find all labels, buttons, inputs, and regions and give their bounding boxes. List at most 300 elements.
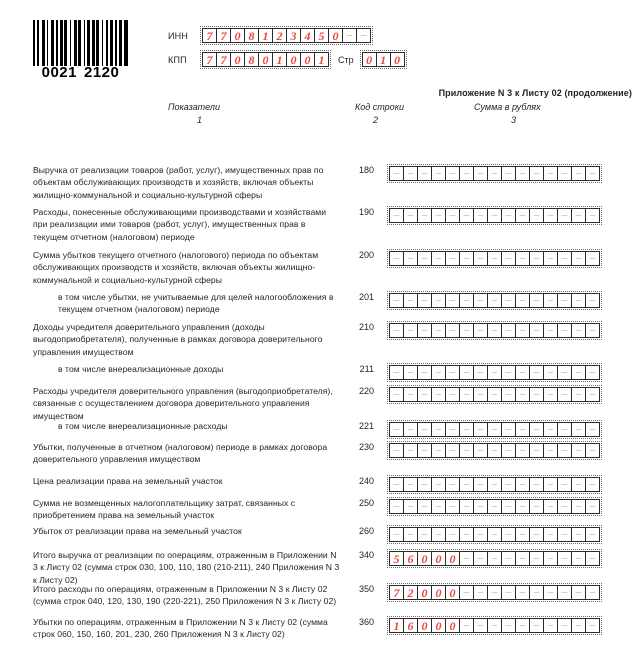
value-cell[interactable]: 0	[431, 551, 446, 566]
value-cell[interactable]: –	[431, 323, 446, 338]
row-indicator-text: в том числе внереализационные расходы	[58, 421, 228, 431]
value-cell[interactable]: –	[473, 208, 488, 223]
value-cell[interactable]: –	[403, 293, 418, 308]
value-cell[interactable]: –	[389, 166, 404, 181]
value-cell[interactable]: –	[501, 422, 516, 437]
value-cell[interactable]: –	[403, 251, 418, 266]
value-cell[interactable]: –	[389, 527, 404, 542]
value-cell[interactable]: –	[445, 323, 460, 338]
row-indicator-text: Итого расходы по операциям, отраженным в Приложении N 3 к Листу 02 (сумма строк 040, 120, 130, 190 (220-221), 250 Приложения N 3 к Листу 02)	[33, 584, 337, 607]
value-cell[interactable]: –	[431, 422, 446, 437]
row-amount-field[interactable]	[374, 497, 602, 516]
value-cell[interactable]: –	[417, 387, 432, 402]
value-cell[interactable]: –	[473, 422, 488, 437]
value-cell[interactable]: –	[557, 618, 572, 633]
value-cell[interactable]: 2	[403, 585, 418, 600]
value-cell[interactable]: –	[515, 477, 530, 492]
column-header-indicators: Показатели	[168, 102, 220, 112]
value-cell[interactable]: 1	[272, 52, 287, 67]
row-amount-cells[interactable]	[387, 441, 602, 460]
value-cell[interactable]: –	[403, 208, 418, 223]
inn-field[interactable]	[200, 26, 373, 45]
value-cell[interactable]: –	[431, 387, 446, 402]
value-cell[interactable]: –	[557, 208, 572, 223]
value-cell[interactable]: –	[445, 293, 460, 308]
value-cell[interactable]: –	[459, 477, 474, 492]
value-cell[interactable]: –	[459, 208, 474, 223]
value-cell[interactable]: –	[571, 585, 586, 600]
value-cell[interactable]: –	[473, 618, 488, 633]
value-cell[interactable]: –	[501, 477, 516, 492]
row-amount-field[interactable]	[374, 549, 602, 568]
value-cell[interactable]: –	[515, 618, 530, 633]
value-cell[interactable]: –	[529, 208, 544, 223]
value-cell[interactable]: 5	[314, 28, 329, 43]
value-cell[interactable]: –	[459, 293, 474, 308]
value-cell[interactable]: –	[543, 618, 558, 633]
value-cell[interactable]: –	[515, 251, 530, 266]
row-amount-cells[interactable]	[387, 475, 602, 494]
value-cell[interactable]: –	[487, 499, 502, 514]
value-cell[interactable]: –	[571, 387, 586, 402]
value-cell[interactable]: –	[557, 585, 572, 600]
value-cell[interactable]: –	[417, 323, 432, 338]
page-number-field[interactable]	[360, 50, 407, 69]
value-cell[interactable]: –	[543, 527, 558, 542]
value-cell[interactable]: –	[389, 443, 404, 458]
value-cell[interactable]: –	[501, 323, 516, 338]
value-cell[interactable]: –	[501, 618, 516, 633]
value-cell[interactable]: –	[403, 499, 418, 514]
value-cell[interactable]: –	[501, 293, 516, 308]
value-cell[interactable]: –	[585, 499, 600, 514]
value-cell[interactable]: –	[515, 551, 530, 566]
value-cell[interactable]: –	[487, 618, 502, 633]
row-amount-cells[interactable]	[387, 583, 602, 602]
value-cell[interactable]: –	[487, 166, 502, 181]
row-amount-cells[interactable]	[387, 385, 602, 404]
value-cell[interactable]: –	[571, 527, 586, 542]
kpp-label: КПП	[168, 54, 187, 65]
value-cell[interactable]: 0	[286, 52, 301, 67]
value-cell[interactable]: –	[571, 323, 586, 338]
value-cell[interactable]: –	[473, 387, 488, 402]
column-headers	[0, 102, 640, 130]
value-cell[interactable]: –	[585, 422, 600, 437]
value-cell[interactable]: 7	[216, 52, 231, 67]
row-indicator-text: Итого выручка от реализации по операциям, отраженным в Приложении N 3 к Листу 02 (сумма строк 030, 100, 110, 180 (210-211), 240 Приложения N 3 к Листу 02)	[33, 550, 340, 585]
value-cell[interactable]: 0	[431, 618, 446, 633]
value-cell[interactable]: –	[431, 499, 446, 514]
value-cell[interactable]: –	[585, 293, 600, 308]
value-cell[interactable]: –	[389, 422, 404, 437]
value-cell[interactable]: –	[445, 365, 460, 380]
value-cell[interactable]: –	[403, 365, 418, 380]
row-amount-cells[interactable]	[387, 525, 602, 544]
value-cell[interactable]: –	[459, 251, 474, 266]
value-cell[interactable]: –	[585, 477, 600, 492]
value-cell[interactable]: –	[571, 618, 586, 633]
value-cell[interactable]: –	[417, 477, 432, 492]
value-cell[interactable]: 5	[389, 551, 404, 566]
value-cell[interactable]: –	[557, 323, 572, 338]
kpp-field[interactable]	[200, 50, 331, 69]
row-amount-field[interactable]	[374, 525, 602, 544]
value-cell[interactable]: –	[543, 551, 558, 566]
row-amount-field[interactable]	[374, 164, 602, 183]
value-cell[interactable]: –	[487, 585, 502, 600]
value-cell[interactable]: –	[459, 422, 474, 437]
value-cell[interactable]: –	[529, 365, 544, 380]
value-cell[interactable]: –	[585, 551, 600, 566]
value-cell[interactable]: –	[445, 477, 460, 492]
value-cell[interactable]: 0	[445, 551, 460, 566]
value-cell[interactable]: 1	[258, 28, 273, 43]
value-cell[interactable]: –	[585, 527, 600, 542]
value-cell[interactable]: –	[403, 527, 418, 542]
row-amount-field[interactable]	[374, 249, 602, 268]
value-cell[interactable]: –	[445, 499, 460, 514]
value-cell[interactable]: –	[389, 293, 404, 308]
value-cell[interactable]: –	[543, 477, 558, 492]
value-cell[interactable]: –	[473, 166, 488, 181]
value-cell[interactable]: –	[571, 551, 586, 566]
row-indicator-text: Расходы учредителя доверительного управления (выгодоприобретателя), связанные с осуществлением договора доверительного управления имуществом	[33, 386, 333, 421]
value-cell[interactable]: 1	[389, 618, 404, 633]
row-amount-cells[interactable]	[387, 549, 602, 568]
value-cell[interactable]: –	[543, 422, 558, 437]
value-cell[interactable]: –	[445, 422, 460, 437]
value-cell[interactable]: –	[585, 323, 600, 338]
row-line-code: 211	[359, 364, 374, 374]
value-cell[interactable]: –	[557, 551, 572, 566]
value-cell[interactable]: –	[459, 365, 474, 380]
value-cell[interactable]: 8	[244, 28, 259, 43]
value-cell[interactable]: –	[585, 443, 600, 458]
value-cell[interactable]: –	[571, 166, 586, 181]
value-cell[interactable]: –	[571, 422, 586, 437]
value-cell[interactable]: –	[557, 387, 572, 402]
value-cell[interactable]: –	[403, 443, 418, 458]
value-cell[interactable]: 0	[230, 52, 245, 67]
value-cell[interactable]: –	[529, 293, 544, 308]
row-indicator-text: в том числе внереализационные доходы	[58, 364, 224, 374]
value-cell[interactable]: –	[515, 293, 530, 308]
value-cell[interactable]: –	[473, 499, 488, 514]
value-cell[interactable]: –	[515, 585, 530, 600]
value-cell[interactable]: 7	[216, 28, 231, 43]
value-cell[interactable]: –	[417, 166, 432, 181]
value-cell[interactable]: 0	[300, 52, 315, 67]
row-amount-cells[interactable]	[387, 206, 602, 225]
row-amount-field[interactable]	[374, 206, 602, 225]
value-cell[interactable]: –	[417, 443, 432, 458]
value-cell[interactable]: –	[473, 251, 488, 266]
row-amount-field[interactable]	[374, 616, 602, 635]
value-cell[interactable]: –	[543, 365, 558, 380]
value-cell[interactable]: –	[543, 293, 558, 308]
value-cell[interactable]: –	[487, 365, 502, 380]
row-amount-cells[interactable]	[387, 321, 602, 340]
value-cell[interactable]: –	[529, 323, 544, 338]
value-cell[interactable]: –	[445, 443, 460, 458]
row-amount-cells[interactable]	[387, 249, 602, 268]
value-cell[interactable]: –	[403, 477, 418, 492]
value-cell[interactable]: –	[501, 443, 516, 458]
row-amount-cells[interactable]	[387, 497, 602, 516]
value-cell[interactable]: –	[417, 527, 432, 542]
value-cell[interactable]: –	[557, 527, 572, 542]
value-cell[interactable]: –	[389, 499, 404, 514]
value-cell[interactable]: –	[571, 293, 586, 308]
value-cell[interactable]: –	[571, 477, 586, 492]
value-cell[interactable]: –	[445, 208, 460, 223]
value-cell[interactable]: –	[403, 422, 418, 437]
row-line-code: 220	[358, 386, 374, 396]
value-cell[interactable]: –	[557, 365, 572, 380]
value-cell[interactable]: 3	[286, 28, 301, 43]
value-cell[interactable]: –	[529, 585, 544, 600]
value-cell[interactable]: –	[515, 387, 530, 402]
value-cell[interactable]: –	[487, 443, 502, 458]
value-cell[interactable]: –	[473, 443, 488, 458]
value-cell[interactable]: –	[543, 585, 558, 600]
value-cell[interactable]: –	[585, 251, 600, 266]
value-cell[interactable]: –	[515, 422, 530, 437]
value-cell[interactable]: –	[431, 251, 446, 266]
value-cell[interactable]: –	[389, 477, 404, 492]
value-cell[interactable]: –	[557, 293, 572, 308]
value-cell[interactable]: –	[515, 527, 530, 542]
value-cell[interactable]: –	[445, 166, 460, 181]
value-cell[interactable]: –	[529, 618, 544, 633]
value-cell[interactable]: –	[543, 323, 558, 338]
value-cell[interactable]: –	[585, 387, 600, 402]
value-cell[interactable]: –	[543, 251, 558, 266]
value-cell[interactable]: –	[389, 251, 404, 266]
value-cell[interactable]: 4	[300, 28, 315, 43]
value-cell[interactable]: –	[571, 443, 586, 458]
value-cell[interactable]: –	[356, 28, 371, 43]
value-cell[interactable]: –	[445, 251, 460, 266]
value-cell[interactable]: –	[487, 293, 502, 308]
value-cell[interactable]: –	[529, 477, 544, 492]
value-cell[interactable]: –	[445, 387, 460, 402]
value-cell[interactable]: –	[585, 585, 600, 600]
value-cell[interactable]: –	[529, 499, 544, 514]
row-indicator-text: Цена реализации права на земельный участок	[33, 476, 223, 486]
row-amount-field[interactable]	[374, 291, 602, 310]
value-cell[interactable]: –	[501, 387, 516, 402]
value-cell[interactable]: –	[515, 365, 530, 380]
value-cell[interactable]: –	[515, 443, 530, 458]
row-amount-field[interactable]	[374, 583, 602, 602]
value-cell[interactable]: –	[459, 323, 474, 338]
row-amount-cells[interactable]	[387, 363, 602, 382]
value-cell[interactable]: –	[431, 293, 446, 308]
value-cell[interactable]: –	[431, 527, 446, 542]
value-cell[interactable]: –	[342, 28, 357, 43]
row-amount-field[interactable]	[374, 321, 602, 340]
value-cell[interactable]: –	[501, 251, 516, 266]
value-cell[interactable]: 7	[202, 28, 217, 43]
value-cell[interactable]: –	[487, 323, 502, 338]
value-cell[interactable]: –	[403, 323, 418, 338]
value-cell[interactable]: –	[417, 293, 432, 308]
value-cell[interactable]: 0	[445, 618, 460, 633]
value-cell[interactable]: –	[431, 443, 446, 458]
value-cell[interactable]: –	[543, 208, 558, 223]
value-cell[interactable]: –	[389, 387, 404, 402]
value-cell[interactable]: –	[515, 166, 530, 181]
value-cell[interactable]: –	[501, 166, 516, 181]
value-cell[interactable]: –	[417, 499, 432, 514]
value-cell[interactable]: –	[571, 208, 586, 223]
value-cell[interactable]: –	[473, 585, 488, 600]
value-cell[interactable]: –	[459, 166, 474, 181]
value-cell[interactable]: –	[417, 251, 432, 266]
value-cell[interactable]: –	[501, 551, 516, 566]
value-cell[interactable]: 0	[390, 52, 405, 67]
row-amount-cells[interactable]	[387, 420, 602, 439]
value-cell[interactable]: –	[431, 477, 446, 492]
value-cell[interactable]: –	[585, 166, 600, 181]
value-cell[interactable]: –	[515, 323, 530, 338]
value-cell[interactable]: –	[487, 477, 502, 492]
value-cell[interactable]: 0	[417, 618, 432, 633]
row-amount-cells[interactable]	[387, 164, 602, 183]
value-cell[interactable]: –	[529, 443, 544, 458]
row-amount-field[interactable]	[374, 475, 602, 494]
value-cell[interactable]: –	[403, 387, 418, 402]
value-cell[interactable]: –	[473, 477, 488, 492]
value-cell[interactable]: 0	[328, 28, 343, 43]
value-cell[interactable]: 6	[403, 551, 418, 566]
value-cell[interactable]: –	[557, 499, 572, 514]
value-cell[interactable]: –	[389, 323, 404, 338]
value-cell[interactable]: –	[529, 551, 544, 566]
value-cell[interactable]: –	[459, 499, 474, 514]
value-cell[interactable]: 6	[403, 618, 418, 633]
row-amount-cells[interactable]	[387, 616, 602, 635]
value-cell[interactable]: –	[459, 618, 474, 633]
value-cell[interactable]: –	[487, 551, 502, 566]
value-cell[interactable]: –	[557, 443, 572, 458]
value-cell[interactable]: 0	[362, 52, 377, 67]
value-cell[interactable]: –	[459, 585, 474, 600]
value-cell[interactable]: 7	[389, 585, 404, 600]
value-cell[interactable]: –	[487, 208, 502, 223]
value-cell[interactable]: –	[529, 166, 544, 181]
value-cell[interactable]: 0	[417, 585, 432, 600]
value-cell[interactable]: –	[487, 527, 502, 542]
value-cell[interactable]: 2	[272, 28, 287, 43]
value-cell[interactable]: –	[487, 387, 502, 402]
value-cell[interactable]: –	[501, 208, 516, 223]
value-cell[interactable]: –	[459, 527, 474, 542]
row-amount-field[interactable]	[374, 420, 602, 439]
value-cell[interactable]: –	[571, 499, 586, 514]
row-line-code: 250	[358, 498, 374, 508]
value-cell[interactable]: –	[389, 365, 404, 380]
value-cell[interactable]: –	[487, 251, 502, 266]
value-cell[interactable]: 0	[417, 551, 432, 566]
value-cell[interactable]: –	[487, 422, 502, 437]
value-cell[interactable]: –	[543, 499, 558, 514]
value-cell[interactable]: 8	[244, 52, 259, 67]
value-cell[interactable]: –	[585, 208, 600, 223]
value-cell[interactable]: –	[431, 166, 446, 181]
row-amount-field[interactable]	[374, 385, 602, 404]
value-cell[interactable]: –	[515, 208, 530, 223]
value-cell[interactable]: –	[557, 166, 572, 181]
value-cell[interactable]: 0	[230, 28, 245, 43]
value-cell[interactable]: –	[431, 208, 446, 223]
value-cell[interactable]: –	[473, 323, 488, 338]
value-cell[interactable]: –	[445, 527, 460, 542]
value-cell[interactable]: –	[529, 422, 544, 437]
value-cell[interactable]: 1	[376, 52, 391, 67]
value-cell[interactable]: 0	[431, 585, 446, 600]
value-cell[interactable]: –	[571, 365, 586, 380]
value-cell[interactable]: –	[417, 208, 432, 223]
value-cell[interactable]: 7	[202, 52, 217, 67]
value-cell[interactable]: –	[431, 365, 446, 380]
value-cell[interactable]: –	[459, 443, 474, 458]
value-cell[interactable]: –	[473, 293, 488, 308]
row-line-code: 340	[358, 550, 374, 560]
value-cell[interactable]: –	[543, 387, 558, 402]
value-cell[interactable]: –	[501, 365, 516, 380]
kpp-row	[168, 50, 407, 69]
table-row	[0, 441, 602, 466]
row-amount-field[interactable]	[374, 441, 602, 460]
value-cell[interactable]: –	[557, 477, 572, 492]
value-cell[interactable]: –	[529, 527, 544, 542]
value-cell[interactable]: –	[571, 251, 586, 266]
barcode	[33, 20, 128, 81]
row-amount-cells[interactable]	[387, 291, 602, 310]
value-cell[interactable]: –	[557, 251, 572, 266]
value-cell[interactable]: –	[473, 365, 488, 380]
value-cell[interactable]: –	[501, 527, 516, 542]
value-cell[interactable]: –	[529, 251, 544, 266]
value-cell[interactable]: –	[543, 166, 558, 181]
table-row	[0, 525, 602, 544]
row-indicator-text: Выручка от реализации товаров (работ, услуг), имущественных прав по объектам обслуживающих производств и хозяйств, включая объекты жилищно-коммунальной и социально-культурной сферы	[33, 165, 324, 200]
value-cell[interactable]: –	[473, 551, 488, 566]
value-cell[interactable]: –	[543, 443, 558, 458]
value-cell[interactable]: –	[515, 499, 530, 514]
value-cell[interactable]: –	[417, 422, 432, 437]
value-cell[interactable]: –	[529, 387, 544, 402]
value-cell[interactable]: –	[417, 365, 432, 380]
value-cell[interactable]: –	[389, 208, 404, 223]
value-cell[interactable]: –	[501, 499, 516, 514]
value-cell[interactable]: –	[585, 365, 600, 380]
value-cell[interactable]: –	[501, 585, 516, 600]
value-cell[interactable]: –	[403, 166, 418, 181]
value-cell[interactable]: –	[557, 422, 572, 437]
value-cell[interactable]: 0	[258, 52, 273, 67]
value-cell[interactable]: –	[459, 387, 474, 402]
value-cell[interactable]: 1	[314, 52, 329, 67]
value-cell[interactable]: –	[473, 527, 488, 542]
row-amount-field[interactable]	[374, 363, 602, 382]
value-cell[interactable]: –	[585, 618, 600, 633]
value-cell[interactable]: 0	[445, 585, 460, 600]
value-cell[interactable]: –	[459, 551, 474, 566]
